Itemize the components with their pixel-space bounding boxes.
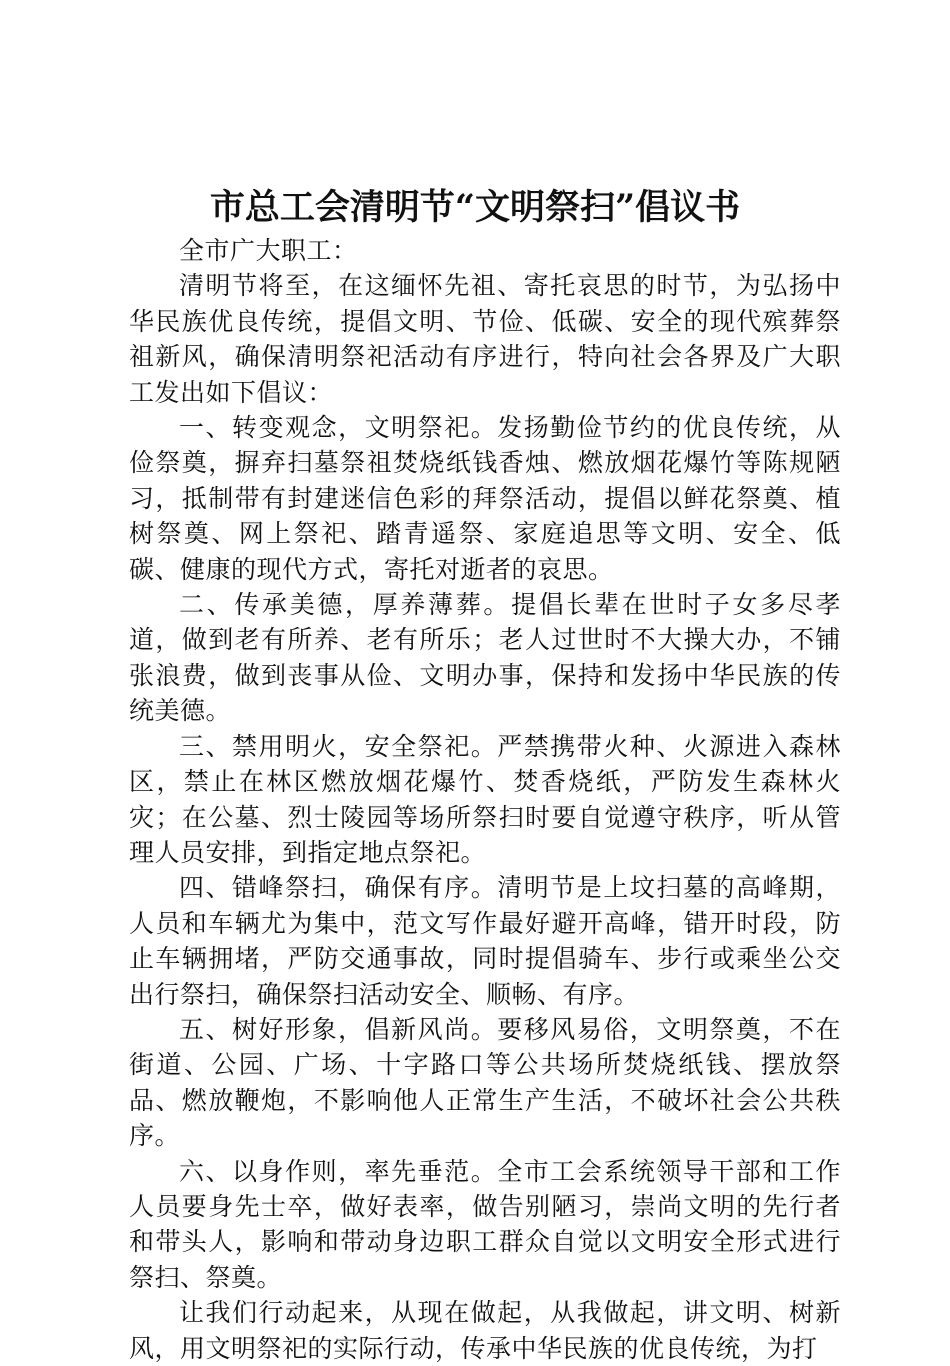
paragraph-item-1: 一、转变观念，文明祭祀。发扬勤俭节约的优良传统，从俭祭奠，摒弃扫墓祭祖焚烧纸钱香烛、燃放烟花爆竹等陈规陋习，抵制带有封建迷信色彩的拜祭活动，提倡以鲜花祭奠、植树祭奠、网上祭祀、踏青遥祭、家庭追思等文明、安全、低碳、健康的现代方式，寄托对逝者的哀思。 [129,413,841,584]
document-title: 市总工会清明节“文明祭扫”倡议书 [209,187,741,228]
paragraph-item-2: 二、传承美德，厚养薄葬。提倡长辈在世时子女多尽孝道，做到老有所养、老有所乐；老人过世时不大操大办，不铺张浪费，做到丧事从俭、文明办事，保持和发扬中华民族的传统美德。 [129,590,841,726]
paragraph-intro: 清明节将至，在这缅怀先祖、寄托哀思的时节，为弘扬中华民族优良传统，提倡文明、节俭、低碳、安全的现代殡葬祭祖新风，确保清明祭祀活动有序进行，特向社会各界及广大职工发出如下倡议： [129,271,841,407]
paragraph-item-5: 五、树好形象，倡新风尚。要移风易俗，文明祭奠，不在街道、公园、广场、十字路口等公共场所焚烧纸钱、摆放祭品、燃放鞭炮，不影响他人正常生产生活，不破坏社会公共秩序。 [129,1014,841,1151]
paragraph-item-6: 六、以身作则，率先垂范。全市工会系统领导干部和工作人员要身先士卒，做好表率，做告别陋习，崇尚文明的先行者和带头人，影响和带动身边职工群众自觉以文明安全形式进行祭扫、祭奠。 [129,1156,841,1292]
paragraph-closing: 让我们行动起来，从现在做起，从我做起，讲文明、树新风，用文明祭祀的实际行动，传承中华民族的优良传统，为打 [129,1298,841,1363]
paragraph-item-3: 三、禁用明火，安全祭祀。严禁携带火种、火源进入森林区，禁止在林区燃放烟花爆竹、焚香烧纸，严防发生森林火灾；在公墓、烈士陵园等场所祭扫时要自觉遵守秩序，听从管理人员安排，到指定地点祭祀。 [129,731,841,867]
document-body [129,233,841,1366]
paragraph-item-4: 四、错峰祭扫，确保有序。清明节是上坟扫墓的高峰期，人员和车辆尤为集中，范文写作最好避开高峰，错开时段，防止车辆拥堵，严防交通事故，同时提倡骑车、步行或乘坐公交出行祭扫，确保祭扫活动安全、顺畅、有序。 [129,873,841,1009]
salutation: 全市广大职工： [179,236,358,265]
